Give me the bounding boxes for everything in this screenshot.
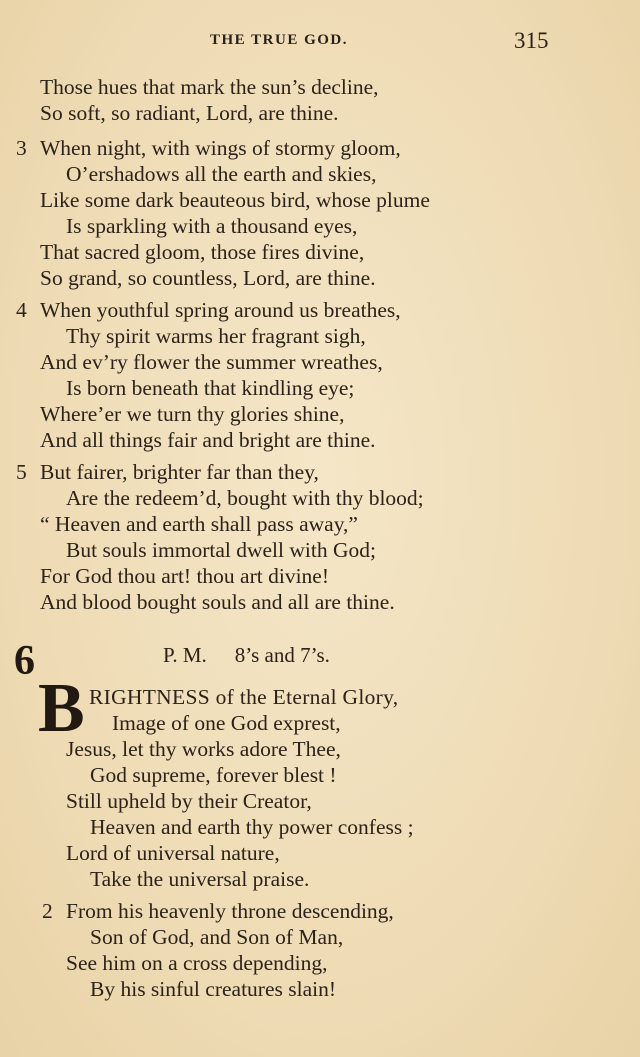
- verse-line: Like some dark beauteous bird, whose plume: [40, 188, 430, 212]
- verse-line: When youthful spring around us breathes,: [40, 298, 401, 322]
- verse-line: By his sinful creatures slain!: [90, 977, 337, 1001]
- verse-line: Thy spirit warms her fragrant sigh,: [66, 324, 366, 348]
- verse-line: Those hues that mark the sun’s decline,: [40, 75, 379, 99]
- verse-line: And blood bought souls and all are thine.: [40, 590, 395, 614]
- verse-line: Son of God, and Son of Man,: [90, 925, 344, 949]
- verse-line: Heaven and earth thy power confess ;: [90, 815, 414, 839]
- stanza-number: 3: [16, 136, 27, 160]
- verse-line: That sacred gloom, those fires divine,: [40, 240, 365, 264]
- verse-line: Still upheld by their Creator,: [66, 789, 312, 813]
- verse-line: So soft, so radiant, Lord, are thine.: [40, 101, 339, 125]
- verse-line: Take the universal praise.: [90, 867, 310, 891]
- verse-line: And ev’ry flower the summer wreathes,: [40, 350, 383, 374]
- stanza-number: 2: [42, 899, 53, 923]
- hymn-number: 6: [14, 638, 35, 684]
- verse-line: Jesus, let thy works adore Thee,: [66, 737, 341, 761]
- stanza-number: 5: [16, 460, 27, 484]
- verse-line: And all things fair and bright are thine.: [40, 428, 376, 452]
- verse-line: So grand, so countless, Lord, are thine.: [40, 266, 376, 290]
- verse-line: Image of one God exprest,: [112, 711, 341, 735]
- verse-line: “ Heaven and earth shall pass away,”: [40, 512, 358, 536]
- hymn-meter: [163, 642, 330, 668]
- verse-line: Are the redeem’d, bought with thy blood;: [66, 486, 424, 510]
- verse-line: Where’er we turn thy glories shine,: [40, 402, 345, 426]
- page-title: THE TRUE GOD.: [210, 32, 348, 48]
- running-head: [0, 28, 640, 58]
- verse-line: O’ershadows all the earth and skies,: [66, 162, 377, 186]
- verse-line: But fairer, brighter far than they,: [40, 460, 319, 484]
- verse-line: But souls immortal dwell with God;: [66, 538, 376, 562]
- verse-line: RIGHTNESS of the Eternal Glory,: [89, 685, 399, 709]
- verse-line: Is sparkling with a thousand eyes,: [66, 214, 358, 238]
- verse-line: When night, with wings of stormy gloom,: [40, 136, 401, 160]
- stanza-number: 4: [16, 298, 27, 322]
- verse-line: God supreme, forever blest !: [90, 763, 337, 787]
- drop-cap: B: [38, 670, 85, 747]
- verse-line: See him on a cross depending,: [66, 951, 328, 975]
- verse-line: Lord of universal nature,: [66, 841, 280, 865]
- page-number: 315: [514, 28, 549, 53]
- verse-line: Is born beneath that kindling eye;: [66, 376, 355, 400]
- verse-line: From his heavenly throne descending,: [66, 899, 394, 923]
- verse-line: For God thou art! thou art divine!: [40, 564, 330, 588]
- meter-label: P. M.: [163, 643, 207, 667]
- meter-value: 8’s and 7’s.: [234, 643, 330, 667]
